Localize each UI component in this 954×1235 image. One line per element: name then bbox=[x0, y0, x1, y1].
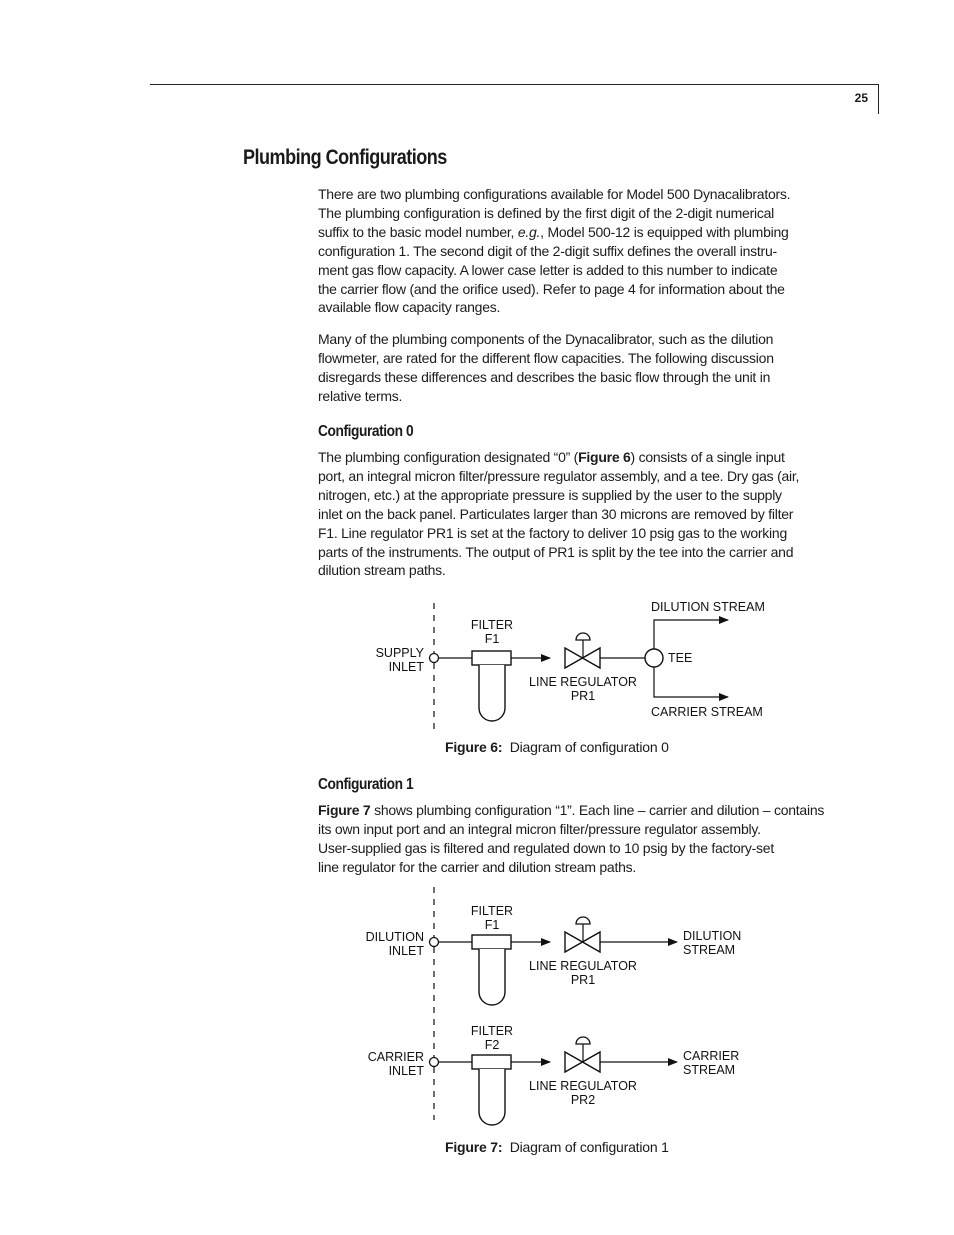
text-line: Figure 7 shows plumbing configuration “1”. Each line – carrier and dilution – contains bbox=[318, 802, 825, 818]
text-line: disregards these differences and describes the basic flow through the unit in bbox=[318, 368, 771, 385]
text-line: its own input port and an integral micron filter/pressure regulator assembly. bbox=[318, 820, 761, 837]
text-line: ment gas flow capacity. A lower case letter is added to this number to indicate bbox=[318, 261, 778, 278]
text-line: the carrier flow (and the orifice used). Refer to page 4 for information about the bbox=[318, 280, 785, 297]
page-title: Plumbing Configurations bbox=[243, 146, 447, 169]
output-label-line-2: STREAM bbox=[683, 943, 736, 957]
text-line: available flow capacity ranges. bbox=[318, 299, 501, 316]
text-line: There are two plumbing configurations available for Model 500 Dynacalibrators. bbox=[318, 186, 791, 202]
carrier-inlet-port bbox=[430, 1058, 439, 1067]
text-line: relative terms. bbox=[318, 387, 403, 404]
inlet-label-line-1: SUPPLY bbox=[375, 646, 424, 660]
caption-label: Figure 6: bbox=[445, 739, 503, 755]
regulator-dome bbox=[576, 633, 590, 640]
filter-label-line-1: FILTER bbox=[470, 618, 514, 632]
filter-f1-bowl bbox=[479, 665, 505, 721]
text-line: nitrogen, etc.) at the appropriate pressure is supplied by the user to the supply bbox=[318, 486, 782, 503]
regulator-dome bbox=[576, 1037, 590, 1044]
filter-f2-head bbox=[472, 1055, 511, 1069]
config1-heading: Configuration 1 bbox=[318, 776, 414, 793]
inlet-label-line-1: CARRIER bbox=[367, 1050, 424, 1064]
filter-f1-head bbox=[472, 651, 511, 665]
text-line: dilution stream paths. bbox=[318, 562, 446, 579]
page-number: 25 bbox=[854, 91, 868, 105]
regulator-label-line-1: LINE REGULATOR bbox=[529, 1079, 637, 1093]
text-line: F1. Line regulator PR1 is set at the factory to deliver 10 psig gas to the working bbox=[318, 524, 787, 541]
config0-heading: Configuration 0 bbox=[318, 423, 414, 440]
text-line: port, an integral micron filter/pressure regulator assembly, and a tee. Dry gas (air, bbox=[318, 467, 800, 484]
filter-label-line-1: FILTER bbox=[470, 1024, 514, 1038]
text-line: flowmeter, are rated for the different flow capacities. The following discussion bbox=[318, 349, 774, 366]
regulator-label-line-2: PR2 bbox=[570, 1093, 596, 1107]
filter-label-line-1: FILTER bbox=[470, 904, 514, 918]
regulator-label-line-1: LINE REGULATOR bbox=[529, 959, 637, 973]
figure-6-caption bbox=[445, 739, 669, 755]
filter-label-line-2: F1 bbox=[484, 632, 500, 646]
regulator-label-line-1: LINE REGULATOR bbox=[529, 675, 637, 689]
caption-text: Diagram of configuration 0 bbox=[509, 739, 669, 755]
text-line: parts of the instruments. The output of PR1 is split by the tee into the carrier and bbox=[318, 543, 794, 560]
carrier-stream-label: CARRIER STREAM bbox=[651, 705, 763, 719]
supply-inlet-port bbox=[430, 654, 439, 663]
dilution-stream-label: DILUTION STREAM bbox=[651, 600, 765, 614]
carrier-branch bbox=[654, 667, 728, 697]
filter-f1-head bbox=[472, 935, 511, 949]
tee bbox=[645, 649, 663, 667]
dilution-branch bbox=[654, 620, 728, 649]
filter-label-line-2: F2 bbox=[484, 1038, 500, 1052]
output-label-line-1: DILUTION bbox=[683, 929, 742, 943]
inlet-label-line-1: DILUTION bbox=[365, 930, 424, 944]
inlet-label-line-2: INLET bbox=[388, 1064, 424, 1078]
regulator-dome bbox=[576, 917, 590, 924]
filter-f2-bowl bbox=[479, 1069, 505, 1125]
text-line: The plumbing configuration designated “0” (Figure 6) consists of a single input bbox=[318, 449, 785, 465]
text-line: User-supplied gas is filtered and regulated down to 10 psig by the factory-set bbox=[318, 839, 774, 856]
regulator-label-line-2: PR1 bbox=[570, 973, 596, 987]
text-line: Many of the plumbing components of the Dynacalibrator, such as the dilution bbox=[318, 331, 774, 347]
tee-label: TEE bbox=[668, 651, 693, 665]
caption-text: Diagram of configuration 1 bbox=[509, 1139, 669, 1155]
text-line: suffix to the basic model number, e.g., Model 500-12 is equipped with plumbing bbox=[318, 223, 789, 240]
output-label-line-1: CARRIER bbox=[683, 1049, 740, 1063]
text-line: line regulator for the carrier and dilution stream paths. bbox=[318, 858, 637, 875]
filter-label-line-2: F1 bbox=[484, 918, 500, 932]
filter-f1-bowl bbox=[479, 949, 505, 1005]
text-line: configuration 1. The second digit of the 2-digit suffix defines the overall instru- bbox=[318, 242, 777, 259]
text-line: The plumbing configuration is defined by the first digit of the 2-digit numerical bbox=[318, 204, 775, 221]
figure-7-caption bbox=[445, 1139, 669, 1155]
inlet-label-line-2: INLET bbox=[388, 660, 424, 674]
output-label-line-2: STREAM bbox=[683, 1063, 736, 1077]
config1-paragraph bbox=[318, 801, 858, 877]
regulator-label-line-2: PR1 bbox=[570, 689, 596, 703]
text-line: inlet on the back panel. Particulates larger than 30 microns are removed by filter bbox=[318, 505, 794, 522]
inlet-label-line-2: INLET bbox=[388, 944, 424, 958]
dilution-inlet-port bbox=[430, 938, 439, 947]
caption-label: Figure 7: bbox=[445, 1139, 503, 1155]
